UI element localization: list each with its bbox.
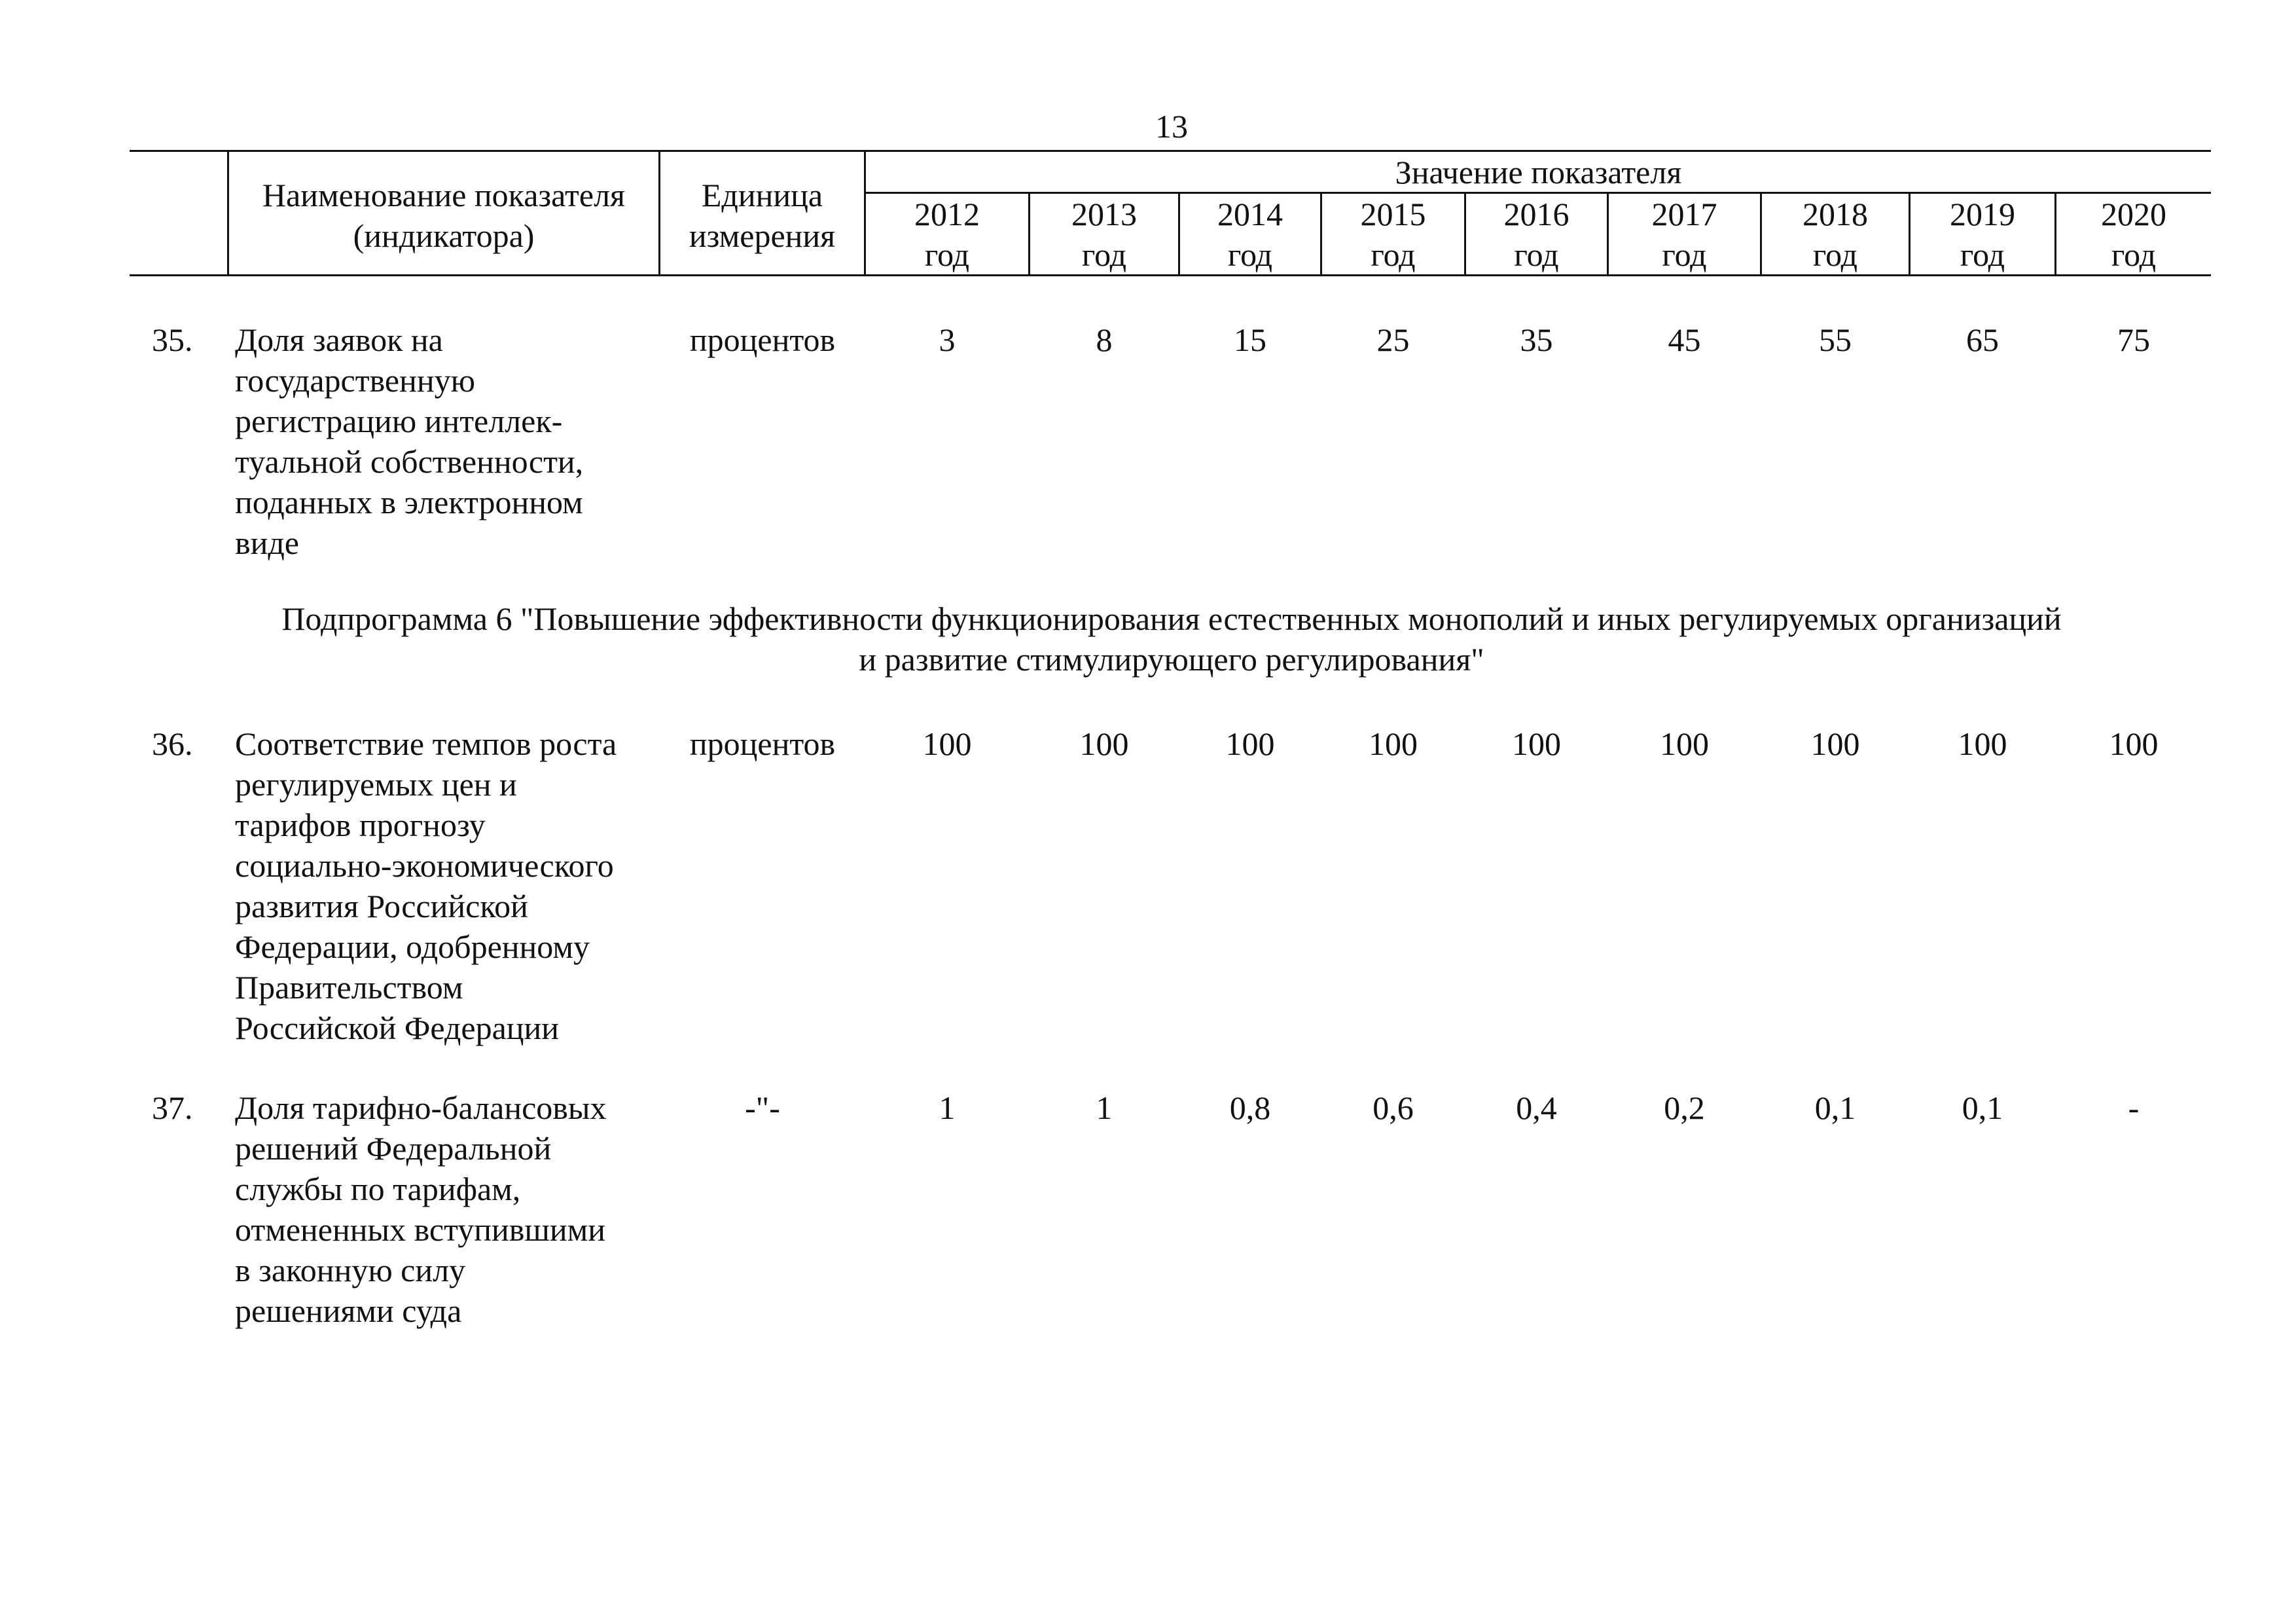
header-indicator-value: Значение показателя: [1395, 154, 1682, 191]
header-year-2017: [1609, 194, 1760, 275]
row-indicator-name: Соответствие темпов роста регулируемых цен и тарифов прогнозу социально-экономического развития Российской Федерации, одобренному Правительством Российской Федерации: [235, 725, 617, 1046]
row-value-2015: 100: [1369, 725, 1418, 762]
header-year-2013: [1030, 194, 1178, 275]
header-year-label: 2017: [1651, 196, 1717, 232]
row-unit: процентов: [689, 725, 836, 762]
row-value-2014: 0,8: [1229, 1089, 1271, 1126]
subprogram-title: Подпрограмма 6 "Повышение эффективности функционирования естественных монополий и иных регулируемых организаций и развитие стимулирующего регулирования": [281, 600, 2062, 678]
header-year-suffix: год: [2111, 236, 2157, 273]
row-value-2014: 100: [1225, 725, 1275, 762]
row-value-2019: 65: [1966, 321, 1999, 358]
row-unit: процентов: [689, 321, 836, 358]
row-unit: -"-: [745, 1089, 780, 1126]
header-year-2016: [1466, 194, 1607, 275]
row-value-2018: 55: [1819, 321, 1852, 358]
header-unit: Единица измерения: [689, 177, 836, 254]
header-year-suffix: год: [1812, 236, 1858, 273]
row-value-2020: 75: [2117, 321, 2150, 358]
row-value-2019: 100: [1958, 725, 2007, 762]
page-number: 13: [1155, 108, 1188, 145]
header-year-label: 2015: [1360, 196, 1426, 232]
header-year-suffix: год: [1514, 236, 1559, 273]
row-indicator-name: Доля заявок на государственную регистрацию интеллек- туальной собственности, поданных в электронном виде: [235, 321, 584, 561]
header-year-2012: [866, 194, 1028, 275]
row-value-2016: 35: [1520, 321, 1553, 358]
header-year-label: 2020: [2101, 196, 2166, 232]
row-value-2013: 8: [1096, 321, 1113, 358]
row-value-2016: 0,4: [1516, 1089, 1557, 1126]
row-value-2020: 100: [2109, 725, 2159, 762]
row-number: 37.: [152, 1089, 193, 1126]
row-value-2012: 3: [939, 321, 956, 358]
row-value-2012: 100: [922, 725, 972, 762]
header-year-label: 2016: [1503, 196, 1570, 232]
row-value-2012: 1: [939, 1089, 956, 1126]
header-year-label: 2012: [914, 196, 980, 232]
row-value-2020: -: [2128, 1089, 2140, 1126]
header-year-2018: [1762, 194, 1909, 275]
row-value-2017: 45: [1668, 321, 1701, 358]
header-year-label: 2014: [1217, 196, 1283, 232]
row-value-2016: 100: [1512, 725, 1561, 762]
row-value-2019: 0,1: [1962, 1089, 2003, 1126]
row-indicator-name: Доля тарифно-балансовых решений Федеральной службы по тарифам, отмененных вступившими в законную силу решениями суда: [235, 1089, 607, 1329]
header-year-2019: [1910, 194, 2054, 275]
row-number: 35.: [152, 321, 193, 358]
header-year-2014: [1180, 194, 1320, 275]
header-year-suffix: год: [1081, 236, 1127, 273]
header-year-suffix: год: [1371, 236, 1416, 273]
row-value-2013: 100: [1079, 725, 1129, 762]
row-value-2017: 0,2: [1664, 1089, 1705, 1126]
row-value-2018: 0,1: [1814, 1089, 1856, 1126]
row-value-2013: 1: [1096, 1089, 1113, 1126]
header-indicator-name: Наименование показателя (индикатора): [262, 177, 626, 254]
header-year-suffix: год: [1662, 236, 1707, 273]
row-value-2017: 100: [1660, 725, 1709, 762]
header-year-suffix: год: [1227, 236, 1273, 273]
header-year-label: 2013: [1071, 196, 1137, 232]
header-year-label: 2018: [1803, 196, 1868, 232]
header-year-2020: [2056, 194, 2211, 275]
header-year-2015: [1322, 194, 1464, 275]
row-value-2015: 25: [1376, 321, 1410, 358]
row-value-2015: 0,6: [1372, 1089, 1414, 1126]
row-value-2014: 15: [1234, 321, 1266, 358]
header-year-suffix: год: [1960, 236, 2005, 273]
row-number: 36.: [152, 725, 193, 762]
row-value-2018: 100: [1810, 725, 1860, 762]
header-year-label: 2019: [1950, 196, 2015, 232]
header-year-suffix: год: [924, 236, 970, 273]
